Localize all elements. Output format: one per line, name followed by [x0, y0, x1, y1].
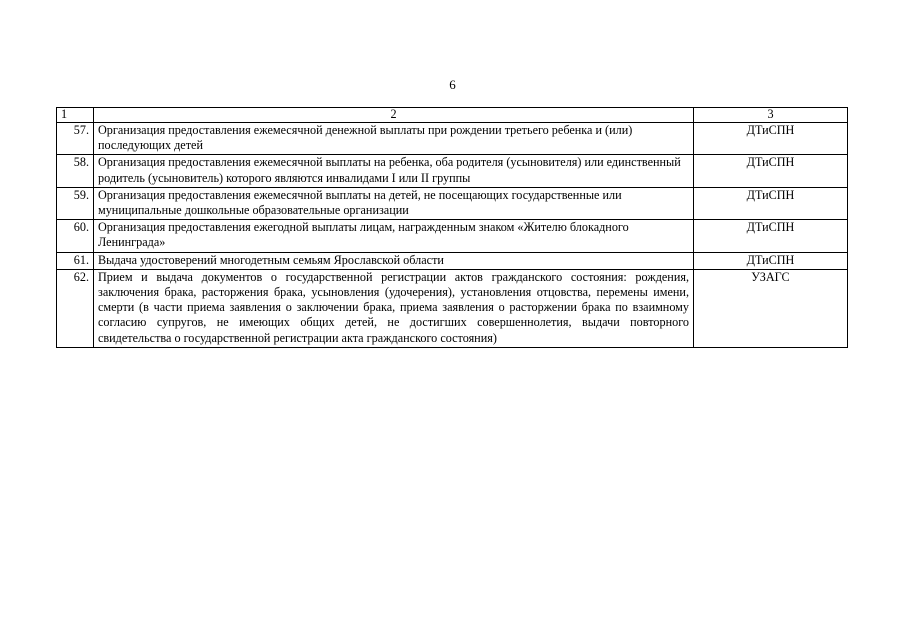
header-row — [57, 108, 848, 123]
row-description: Организация предоставления ежемесячной выплаты на ребенка, оба родителя (усыновителя) или единственный родитель (усыновитель) которого являются инвалидами I или II группы — [94, 155, 694, 187]
row-organization: ДТиСПН — [694, 252, 848, 269]
column-header-organization: 3 — [694, 108, 848, 123]
row-organization: ДТиСПН — [694, 155, 848, 187]
row-organization: ДТиСПН — [694, 123, 848, 155]
services-table — [56, 107, 848, 348]
table-row — [57, 252, 848, 269]
row-description: Выдача удостоверений многодетным семьям Ярославской области — [94, 252, 694, 269]
page-number: 6 — [449, 77, 456, 92]
row-description: Прием и выдача документов о государственной регистрации актов гражданского состояния: рождения, заключения брака, расторжения брака, усыновления (удочерения), установления отцовства, перемены имени, смерти (в части приема заявления о заключении брака, приема заявления о расторжении брака по взаимному согласию супругов, не имеющих общих детей, не достигших совершеннолетия, выдачи повторного свидетельства о государственной регистрации акта гражданского состояния) — [94, 269, 694, 347]
table-body — [57, 123, 848, 348]
row-organization: ДТиСПН — [694, 187, 848, 219]
table-row — [57, 155, 848, 187]
row-number: 57. — [57, 123, 94, 155]
row-description: Организация предоставления ежегодной выплаты лицам, награжденным знаком «Жителю блокадного Ленинграда» — [94, 220, 694, 252]
row-organization: УЗАГС — [694, 269, 848, 347]
row-description: Организация предоставления ежемесячной выплаты на детей, не посещающих государственные или муниципальные дошкольные образовательные организации — [94, 187, 694, 219]
row-description: Организация предоставления ежемесячной денежной выплаты при рождении третьего ребенка и (или) последующих детей — [94, 123, 694, 155]
table-header — [57, 108, 848, 123]
column-header-description: 2 — [94, 108, 694, 123]
column-header-number: 1 — [57, 108, 94, 123]
row-number: 62. — [57, 269, 94, 347]
table-row — [57, 187, 848, 219]
row-number: 61. — [57, 252, 94, 269]
table-row — [57, 269, 848, 347]
row-number: 60. — [57, 220, 94, 252]
row-number: 58. — [57, 155, 94, 187]
table-row — [57, 123, 848, 155]
row-number: 59. — [57, 187, 94, 219]
table-row — [57, 220, 848, 252]
row-organization: ДТиСПН — [694, 220, 848, 252]
